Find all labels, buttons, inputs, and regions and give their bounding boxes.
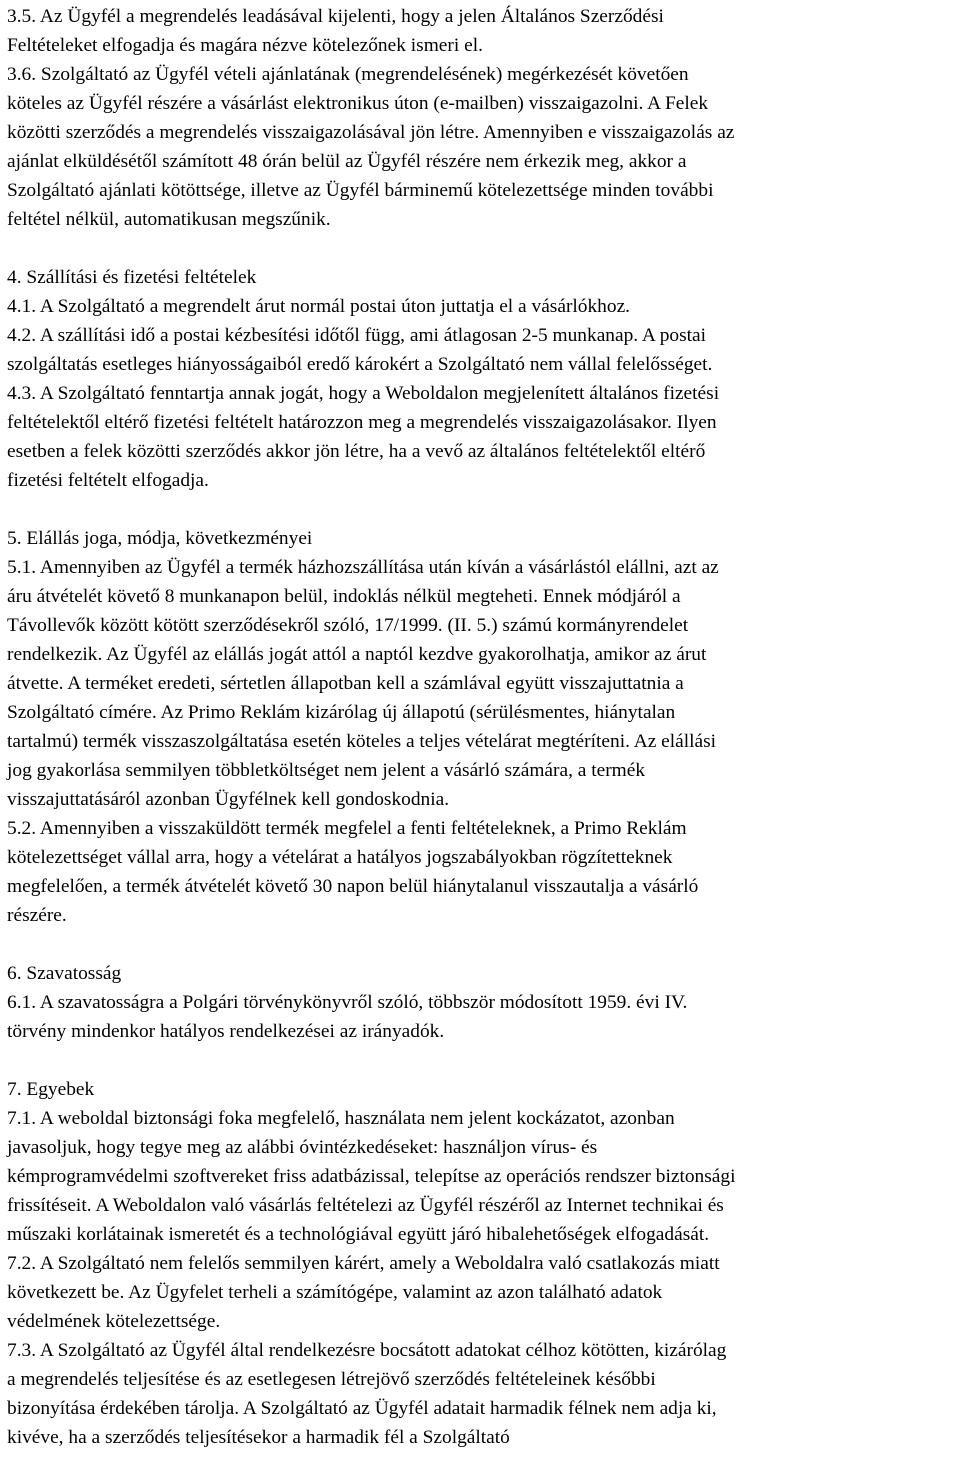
text-line: 3.6. Szolgáltató az Ügyfél vételi ajánlatának (megrendelésének) megérkezését követően xyxy=(7,64,689,85)
text-line: átvette. A terméket eredeti, sértetlen állapotban kell a számlával együtt visszajuttatnia a xyxy=(7,673,684,694)
text-line: frissítéseit. A Weboldalon való vásárlás feltételezi az Ügyfél részéről az Internet technikai és xyxy=(7,1195,724,1216)
paragraph-p3-6 xyxy=(7,60,954,234)
text-line: 4.1. A Szolgáltató a megrendelt árut normál postai úton juttatja el a vásárlókhoz. xyxy=(7,296,631,317)
text-line: Szolgáltató címére. Az Primo Reklám kizárólag új állapotú (sérülésmentes, hiánytalan xyxy=(7,702,676,723)
heading-text: 7. Egyebek xyxy=(7,1079,95,1100)
text-line: 5.1. Amennyiben az Ügyfél a termék házhozszállítása után kíván a vásárlástól elállni, azt az xyxy=(7,557,719,578)
text-line: kivéve, ha a szerződés teljesítésekor a harmadik fél a Szolgáltató xyxy=(7,1427,510,1448)
text-line: jog gyakorlása semmilyen többletköltséget nem jelent a vásárló számára, a termék xyxy=(7,760,646,781)
section-spacer xyxy=(7,495,954,524)
heading-text: 5. Elállás joga, módja, következményei xyxy=(7,528,313,549)
heading-text: 6. Szavatosság xyxy=(7,963,122,984)
section-heading-h4 xyxy=(7,263,954,292)
text-line: 7.1. A weboldal biztonsági foka megfelelő, használata nem jelent kockázatot, azonban xyxy=(7,1108,675,1129)
text-line: 3.5. Az Ügyfél a megrendelés leadásával kijelenti, hogy a jelen Általános Szerződési xyxy=(7,6,664,27)
text-line: ajánlat elküldésétől számított 48 órán belül az Ügyfél részére nem érkezik meg, akkor a xyxy=(7,151,687,172)
text-line: 5.2. Amennyiben a visszaküldött termék megfelel a fenti feltételeknek, a Primo Reklám xyxy=(7,818,687,839)
section-spacer xyxy=(7,1046,954,1075)
section-heading-h7 xyxy=(7,1075,954,1104)
paragraph-p6-1 xyxy=(7,988,954,1046)
text-line: kötelezettséget vállal arra, hogy a vételárat a hatályos jogszabályokban rögzítetteknek xyxy=(7,847,673,868)
text-line: visszajuttatásáról azonban Ügyfélnek kell gondoskodnia. xyxy=(7,789,450,810)
text-line: 6.1. A szavatosságra a Polgári törvénykönyvről szóló, többször módosított 1959. évi IV. xyxy=(7,992,688,1013)
paragraph-p4-1 xyxy=(7,292,954,321)
text-line: feltétel nélkül, automatikusan megszűnik. xyxy=(7,209,331,230)
text-line: következett be. Az Ügyfelet terheli a számítógépe, valamint az azon található adatok xyxy=(7,1282,663,1303)
text-line: Távollevők között kötött szerződésekről szóló, 17/1999. (II. 5.) számú kormányrendelet xyxy=(7,615,689,636)
text-line: 4.2. A szállítási idő a postai kézbesítési időtől függ, ami átlagosan 2-5 munkanap. A postai xyxy=(7,325,707,346)
text-line: a megrendelés teljesítése és az esetlegesen létrejövő szerződés feltételeinek későbbi xyxy=(7,1369,656,1390)
text-line: kémprogramvédelmi szoftvereket friss adatbázissal, telepítse az operációs rendszer biztonsági xyxy=(7,1166,736,1187)
text-line: megfelelően, a termék átvételét követő 30 napon belül hiánytalanul visszautalja a vásárló xyxy=(7,876,699,897)
paragraph-p4-3 xyxy=(7,379,954,495)
text-line: Feltételeket elfogadja és magára nézve kötelezőnek ismeri el. xyxy=(7,35,483,56)
text-line: áru átvételét követő 8 munkanapon belül, indoklás nélkül megteheti. Ennek módjáról a xyxy=(7,586,681,607)
section-spacer xyxy=(7,234,954,263)
text-line: feltételektől eltérő fizetési feltételt határozzon meg a megrendelés visszaigazolásakor. Ilyen xyxy=(7,412,717,433)
paragraph-p5-1 xyxy=(7,553,954,814)
text-line: 7.2. A Szolgáltató nem felelős semmilyen kárért, amely a Weboldalra való csatlakozás miatt xyxy=(7,1253,720,1274)
text-line: törvény mindenkor hatályos rendelkezései az irányadók. xyxy=(7,1021,445,1042)
paragraph-p5-2 xyxy=(7,814,954,930)
text-line: műszaki korlátainak ismeretét és a technológiával együtt járó hibalehetőségek elfogadását. xyxy=(7,1224,710,1245)
section-heading-h6 xyxy=(7,959,954,988)
section-spacer xyxy=(7,930,954,959)
section-heading-h5 xyxy=(7,524,954,553)
text-line: védelmének kötelezettsége. xyxy=(7,1311,221,1332)
text-line: esetben a felek közötti szerződés akkor jön létre, ha a vevő az általános feltételektől eltérő xyxy=(7,441,706,462)
text-line: szolgáltatás esetleges hiányosságaiból eredő károkért a Szolgáltató nem vállal felelősséget. xyxy=(7,354,713,375)
paragraph-p7-3 xyxy=(7,1336,954,1452)
text-line: tartalmú) termék visszaszolgáltatása esetén köteles a teljes vételárat megtéríteni. Az elállási xyxy=(7,731,717,752)
text-line: 7.3. A Szolgáltató az Ügyfél által rendelkezésre bocsátott adatokat célhoz kötötten, kizárólag xyxy=(7,1340,727,1361)
heading-text: 4. Szállítási és fizetési feltételek xyxy=(7,267,257,288)
text-line: bizonyítása érdekében tárolja. A Szolgáltató az Ügyfél adatait harmadik félnek nem adja ki, xyxy=(7,1398,717,1419)
text-line: javasoljuk, hogy tegye meg az alábbi óvintézkedéseket: használjon vírus- és xyxy=(7,1137,598,1158)
paragraph-p7-2 xyxy=(7,1249,954,1336)
text-line: Szolgáltató ajánlati kötöttsége, illetve az Ügyfél bárminemű kötelezettsége minden további xyxy=(7,180,714,201)
paragraph-p7-1 xyxy=(7,1104,954,1249)
paragraph-p4-2 xyxy=(7,321,954,379)
paragraph-p3-5 xyxy=(7,2,954,60)
text-line: 4.3. A Szolgáltató fenntartja annak jogát, hogy a Weboldalon megjelenített általános fizetési xyxy=(7,383,720,404)
text-line: közötti szerződés a megrendelés visszaigazolásával jön létre. Amennyiben e visszaigazolás az xyxy=(7,122,735,143)
text-line: részére. xyxy=(7,905,67,926)
text-line: köteles az Ügyfél részére a vásárlást elektronikus úton (e-mailben) visszaigazolni. A Felek xyxy=(7,93,709,114)
text-line: fizetési feltételt elfogadja. xyxy=(7,470,209,491)
text-line: rendelkezik. Az Ügyfél az elállás jogát attól a naptól kezdve gyakorolhatja, amikor az árut xyxy=(7,644,707,665)
